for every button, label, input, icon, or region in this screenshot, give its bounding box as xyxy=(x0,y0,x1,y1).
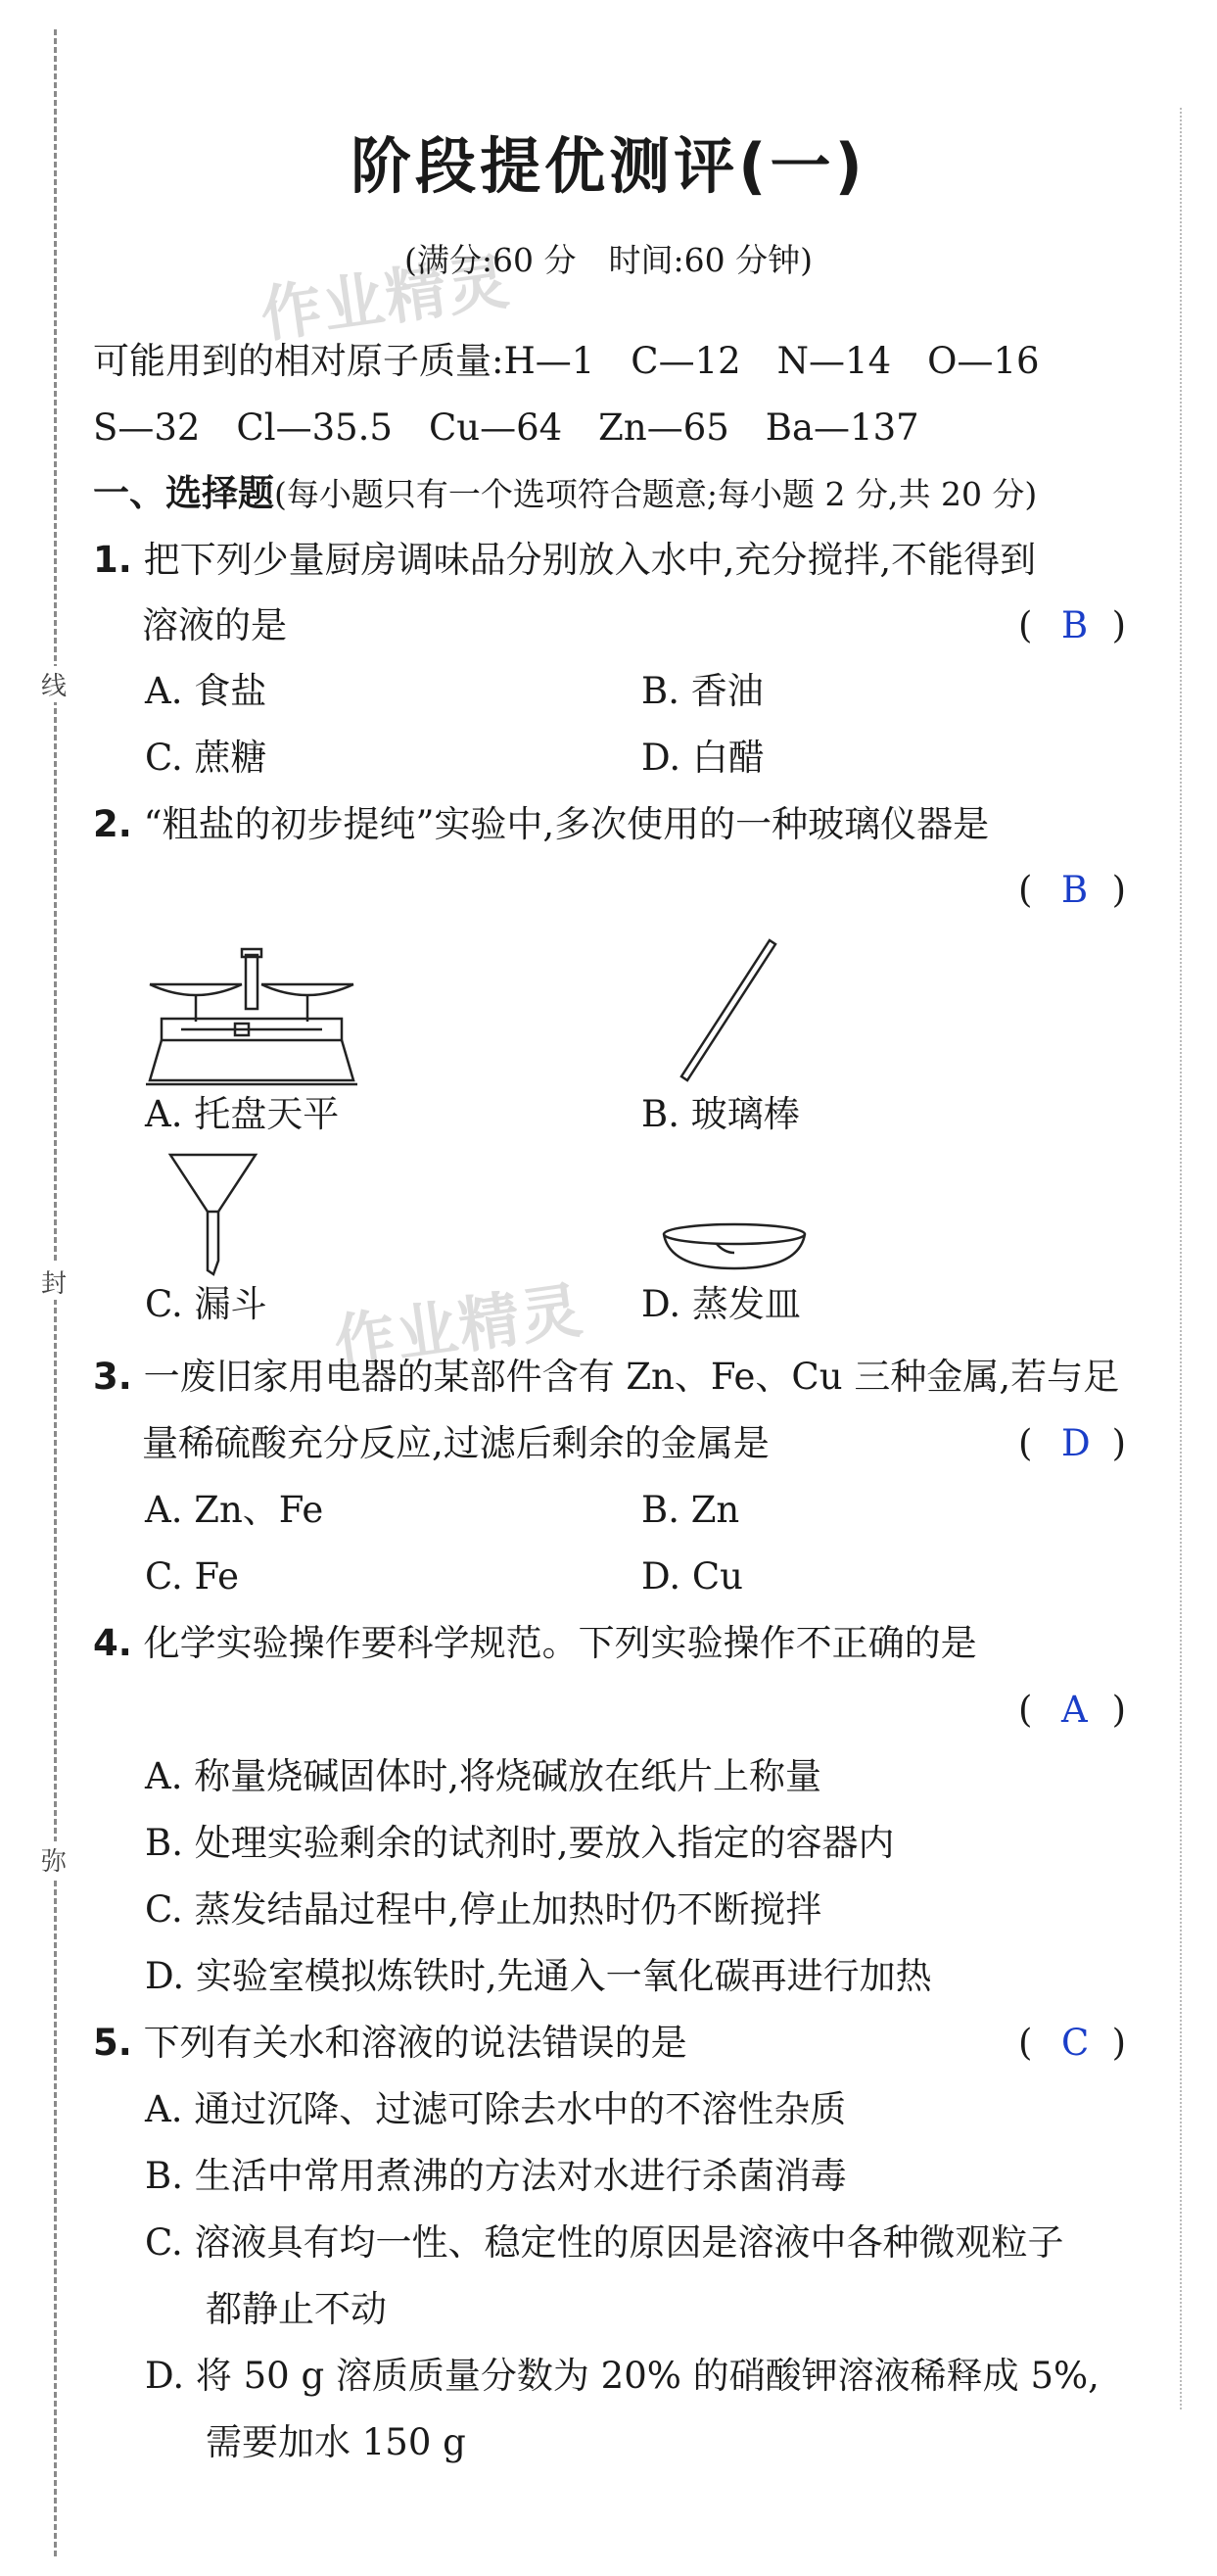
option-d: D. 蒸发皿 xyxy=(641,1283,801,1325)
question-text: 一废旧家用电器的某部件含有 Zn、Fe、Cu 三种金属,若与足 xyxy=(143,1356,1120,1398)
option-b: B. 处理实验剩余的试剂时,要放入指定的容器内 xyxy=(145,1822,895,1864)
option-d: D. Cu xyxy=(641,1555,744,1598)
question-number: 5. xyxy=(93,2022,132,2064)
answer-letter: B xyxy=(1061,869,1089,911)
option-b: B. 香油 xyxy=(641,670,764,712)
option-c: C. 溶液具有均一性、稳定性的原因是溶液中各种微观粒子 xyxy=(145,2221,1064,2264)
atomic-mass-line-1: 可能用到的相对原子质量:H—1 C—12 N—14 O—16 xyxy=(93,340,1040,382)
question-number: 1. xyxy=(93,539,132,581)
option-a: A. 食盐 xyxy=(145,670,267,712)
section-title: 一、选择题 xyxy=(93,472,274,514)
option-c-cont: 都静止不动 xyxy=(206,2288,387,2330)
option-c: C. 蒸发结晶过程中,停止加热时仍不断搅拌 xyxy=(145,1888,822,1931)
option-a: A. 通过沉降、过滤可除去水中的不溶性杂质 xyxy=(145,2088,847,2130)
question-4-stem xyxy=(93,1622,977,1665)
question-3-stem xyxy=(93,1356,1119,1399)
option-c: C. Fe xyxy=(145,1555,240,1598)
right-margin-line xyxy=(1180,108,1182,2409)
option-b: B. 玻璃棒 xyxy=(641,1093,800,1135)
evaporating-dish-image xyxy=(656,1219,813,1278)
question-number: 2. xyxy=(93,803,132,845)
answer-letter: C xyxy=(1061,2022,1090,2064)
binding-mark-seal: 封 xyxy=(37,1264,70,1300)
question-1-stem-2: 溶液的是 xyxy=(142,604,287,646)
question-number: 4. xyxy=(93,1622,132,1664)
option-b: B. Zn xyxy=(641,1489,740,1531)
option-d-cont: 需要加水 150 g xyxy=(206,2421,466,2463)
answer-letter: A xyxy=(1061,1689,1088,1731)
binding-mark-bind: 弥 xyxy=(37,1841,70,1878)
answer-letter: B xyxy=(1061,604,1089,646)
question-text: 化学实验操作要科学规范。下列实验操作不正确的是 xyxy=(143,1622,977,1664)
funnel-image xyxy=(166,1151,259,1278)
option-a: A. Zn、Fe xyxy=(145,1489,324,1531)
question-text: 把下列少量厨房调味品分别放入水中,充分搅拌,不能得到 xyxy=(143,539,1037,581)
question-1-stem xyxy=(93,539,1036,582)
question-5-stem xyxy=(93,2022,687,2065)
option-c: C. 蔗糖 xyxy=(145,737,267,779)
option-a: A. 称量烧碱固体时,将烧碱放在纸片上称量 xyxy=(145,1755,822,1797)
section-heading xyxy=(93,472,1037,515)
option-d: D. 实验室模拟炼铁时,先通入一氧化碳再进行加热 xyxy=(145,1955,932,1997)
option-c: C. 漏斗 xyxy=(145,1283,267,1325)
glass-rod-image xyxy=(676,935,783,1087)
question-number: 3. xyxy=(93,1356,132,1398)
option-d: D. 将 50 g 溶质质量分数为 20% 的硝酸钾溶液稀释成 5%, xyxy=(145,2355,1100,2397)
binding-mark-line: 线 xyxy=(37,666,70,702)
exam-info: (满分:60 分 时间:60 分钟) xyxy=(404,241,813,279)
atomic-mass-line-2: S—32 Cl—35.5 Cu—64 Zn—65 Ba—137 xyxy=(93,406,919,449)
question-text: “粗盐的初步提纯”实验中,多次使用的一种玻璃仪器是 xyxy=(143,803,990,845)
option-a: A. 托盘天平 xyxy=(145,1093,340,1135)
balance-scale-image xyxy=(142,945,362,1092)
question-3-stem-2: 量稀硫酸充分反应,过滤后剩余的金属是 xyxy=(142,1422,770,1464)
watermark: 作业精灵 xyxy=(256,245,515,352)
page-title: 阶段提优测评(一) xyxy=(351,130,866,202)
option-d: D. 白醋 xyxy=(641,737,765,779)
option-b: B. 生活中常用煮沸的方法对水进行杀菌消毒 xyxy=(145,2155,847,2197)
section-note: (每小题只有一个选项符合题意;每小题 2 分,共 20 分) xyxy=(274,475,1038,513)
answer-letter: D xyxy=(1061,1422,1091,1464)
question-text: 下列有关水和溶液的说法错误的是 xyxy=(143,2022,687,2064)
watermark: 作业精灵 xyxy=(329,1273,588,1380)
question-2-stem xyxy=(93,803,989,846)
